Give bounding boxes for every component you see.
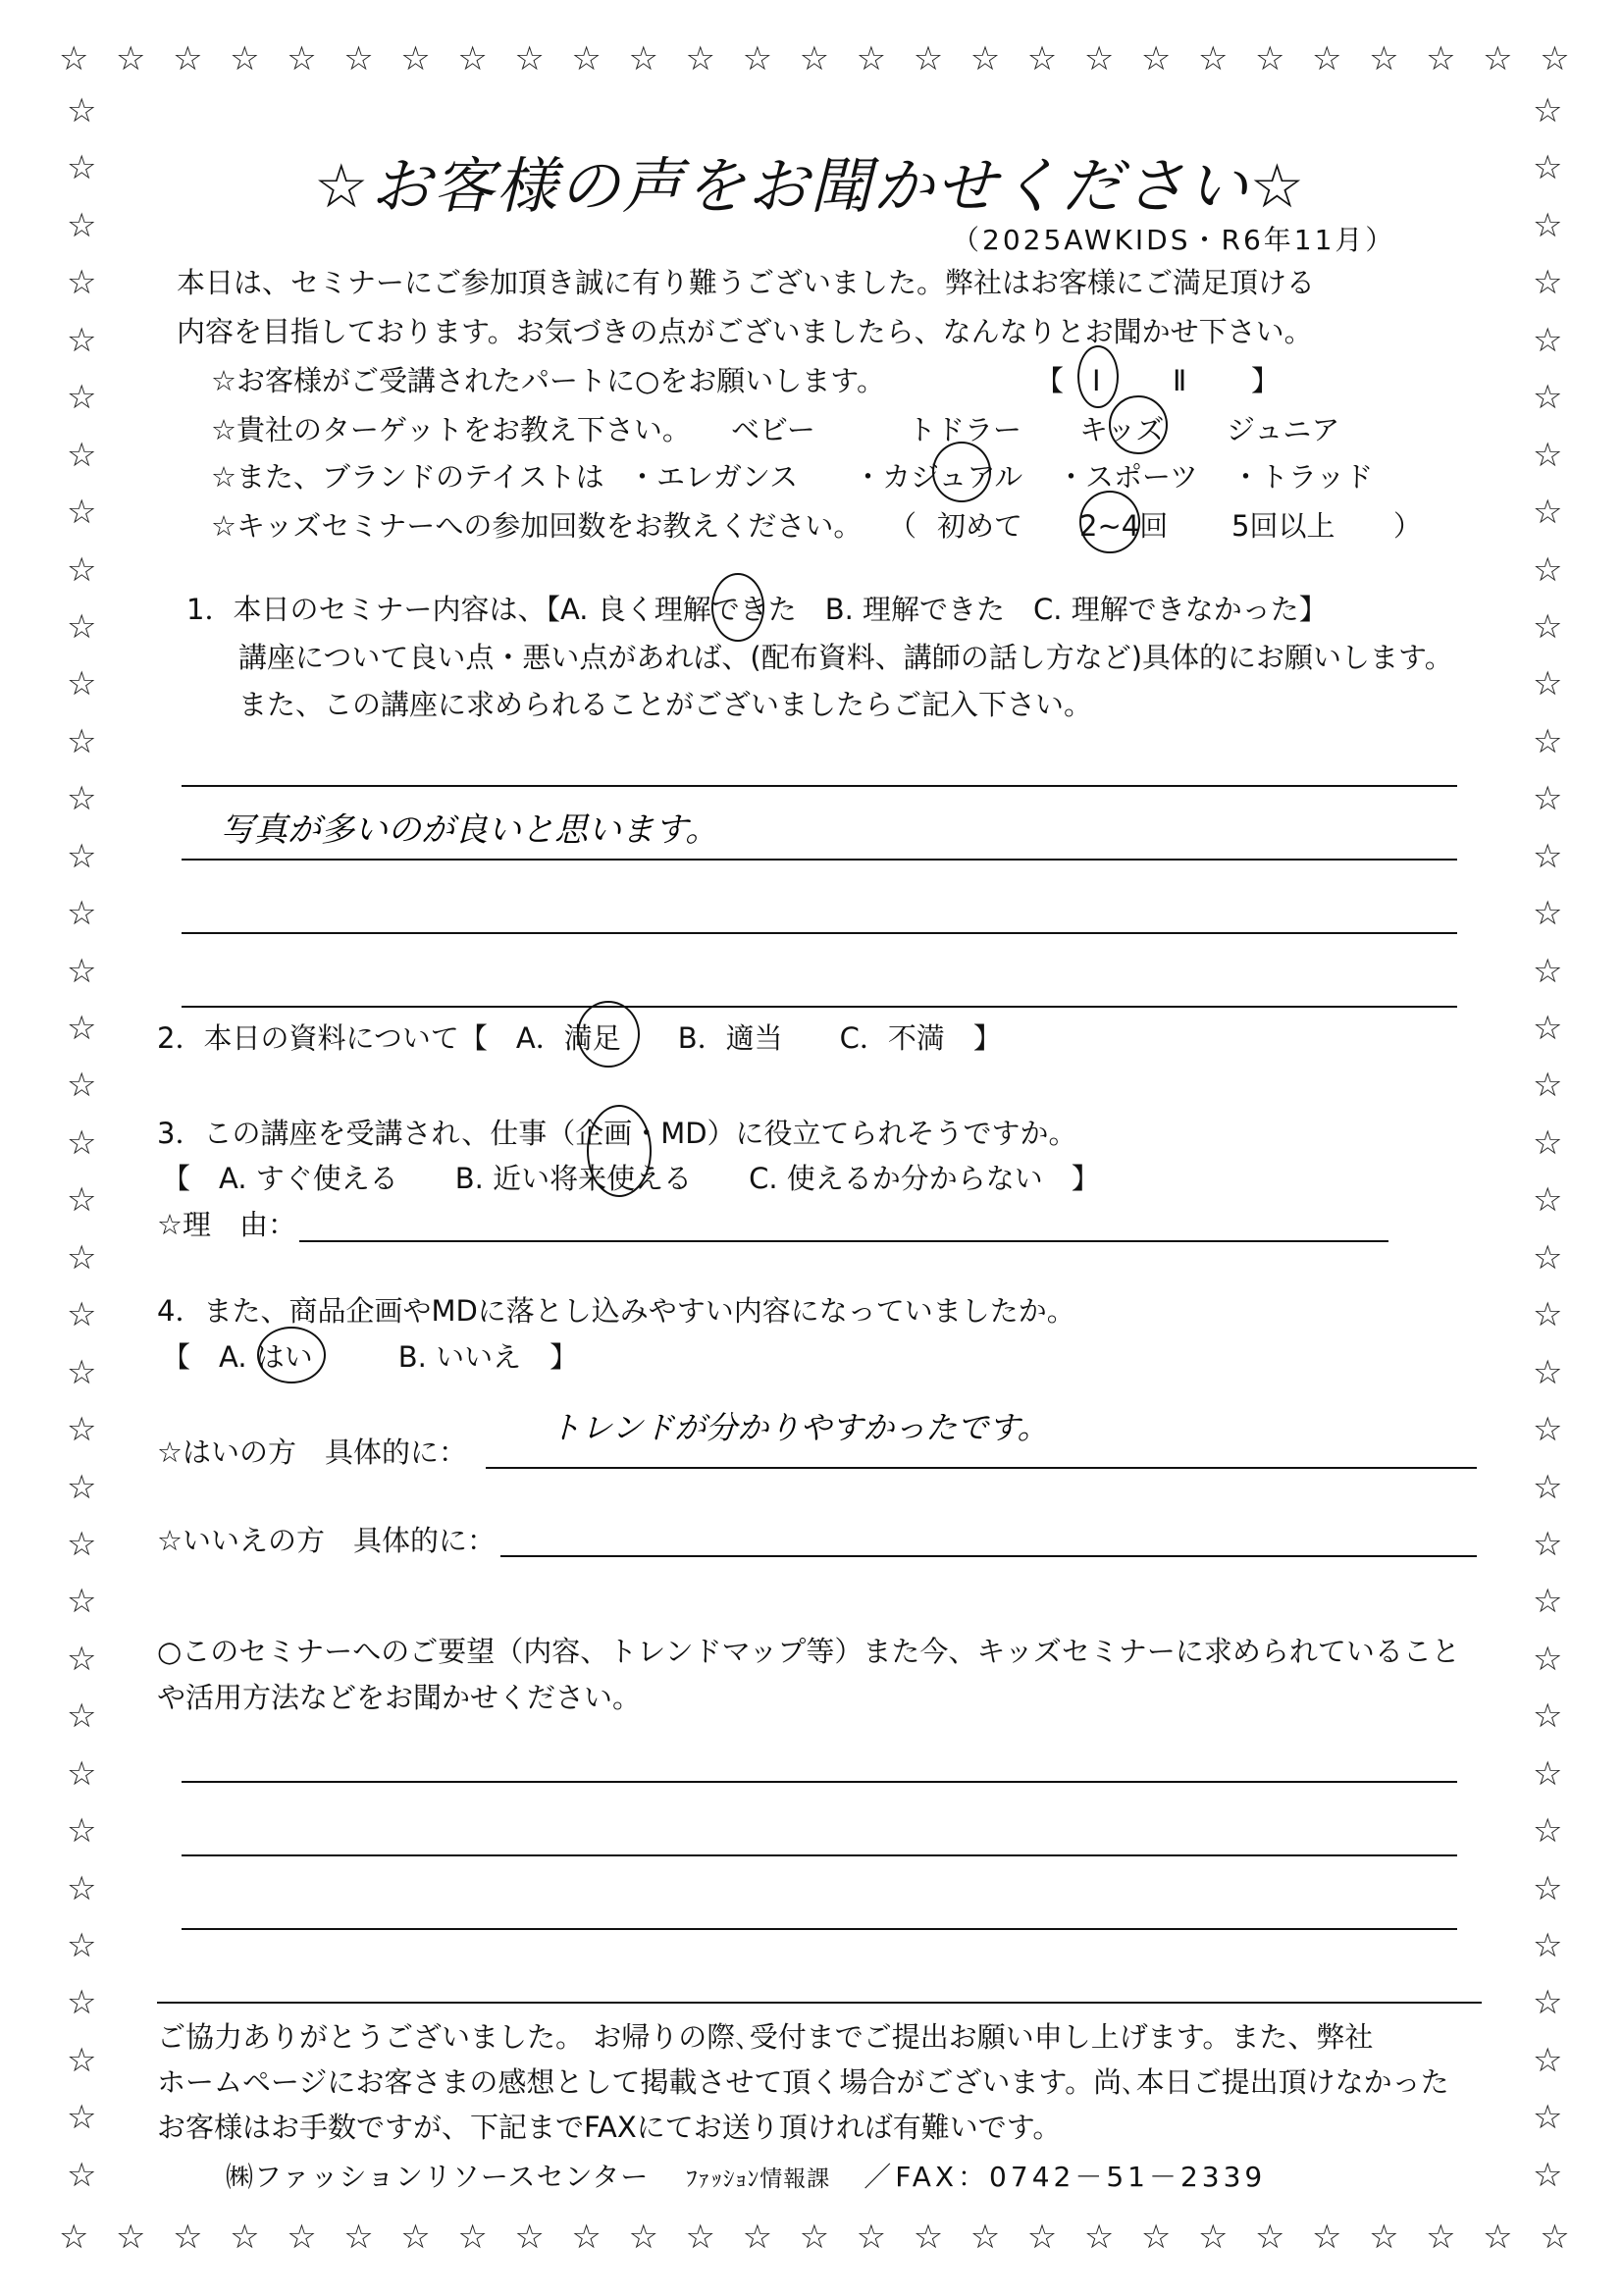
star-icon: ☆ <box>1254 39 1285 78</box>
star-icon: ☆ <box>67 1122 97 1163</box>
star-icon: ☆ <box>67 263 97 303</box>
star-icon: ☆ <box>67 1352 97 1392</box>
star-icon: ☆ <box>457 2218 488 2257</box>
selection-circle <box>711 573 764 642</box>
selection-circle <box>1109 395 1168 454</box>
star-icon: ☆ <box>67 1467 97 1507</box>
count-paren-close: ） <box>1393 509 1423 543</box>
q2-line: 2．本日の資料について【 A．満足 B．適当 C．不満 】 <box>157 1021 1002 1055</box>
star-icon: ☆ <box>67 1524 97 1564</box>
star-icon: ☆ <box>67 664 97 704</box>
star-icon: ☆ <box>116 39 146 78</box>
star-icon: ☆ <box>67 721 97 761</box>
star-icon: ☆ <box>1026 2218 1058 2257</box>
reason-input-line[interactable] <box>299 1240 1388 1242</box>
star-icon: ☆ <box>67 1696 97 1737</box>
q1-line-1: 1．本日のセミナー内容は、【A. 良く理解できた B. 理解できた C. 理解できなかった】 <box>186 593 1328 626</box>
star-icon: ☆ <box>1533 721 1563 761</box>
star-icon: ☆ <box>59 2218 89 2257</box>
star-icon: ☆ <box>457 39 488 78</box>
star-icon: ☆ <box>400 39 431 78</box>
star-icon: ☆ <box>1533 1868 1563 1908</box>
star-border-left <box>67 93 96 2193</box>
answer-line[interactable] <box>182 1928 1457 1930</box>
part-question: ☆お客様がご受講されたパートに○をお願いします。 <box>211 364 885 397</box>
star-icon: ☆ <box>1533 1237 1563 1278</box>
answer-line <box>182 859 1457 861</box>
star-icon: ☆ <box>1533 606 1563 647</box>
star-icon: ☆ <box>1540 2218 1570 2257</box>
star-icon: ☆ <box>1533 378 1563 418</box>
star-icon: ☆ <box>913 39 944 78</box>
selection-circle <box>577 1001 640 1068</box>
star-icon: ☆ <box>1533 320 1563 360</box>
star-icon: ☆ <box>1533 1524 1563 1564</box>
star-icon: ☆ <box>1533 1410 1563 1450</box>
star-icon: ☆ <box>67 779 97 819</box>
selection-circle <box>587 1105 652 1197</box>
star-icon: ☆ <box>514 39 545 78</box>
count-option-5plus[interactable]: 5回以上 <box>1231 509 1335 543</box>
star-icon: ☆ <box>913 2218 944 2257</box>
star-icon: ☆ <box>571 2218 602 2257</box>
star-icon: ☆ <box>67 1753 97 1794</box>
star-icon: ☆ <box>67 1639 97 1679</box>
star-icon: ☆ <box>514 2218 545 2257</box>
star-icon: ☆ <box>1083 2218 1115 2257</box>
star-icon: ☆ <box>1533 2040 1563 2080</box>
star-icon: ☆ <box>67 1009 97 1048</box>
star-icon: ☆ <box>1140 39 1172 78</box>
star-icon: ☆ <box>1533 664 1563 704</box>
star-icon: ☆ <box>628 2218 658 2257</box>
star-icon: ☆ <box>400 2218 431 2257</box>
star-icon: ☆ <box>1533 148 1563 188</box>
star-icon: ☆ <box>1426 2218 1456 2257</box>
star-icon: ☆ <box>67 1926 97 1965</box>
star-icon: ☆ <box>1533 1180 1563 1221</box>
star-icon: ☆ <box>1533 549 1563 590</box>
answer-line <box>182 932 1457 934</box>
star-border-top <box>59 41 1570 77</box>
star-icon: ☆ <box>67 320 97 360</box>
star-icon: ☆ <box>1533 1009 1563 1048</box>
intro-line-1: 本日は、セミナーにご参加頂き誠に有り難うございました。弊社はお客様にご満足頂ける <box>177 266 1316 299</box>
target-option-junior[interactable]: ジュニア <box>1227 413 1340 446</box>
star-icon: ☆ <box>799 2218 830 2257</box>
star-icon: ☆ <box>67 836 97 876</box>
part-bracket-open: 【 <box>1035 364 1065 397</box>
star-icon: ☆ <box>67 1180 97 1221</box>
star-icon: ☆ <box>1083 39 1115 78</box>
intro-line-2: 内容を目指しております。お気づきの点がございましたら、なんなりとお聞かせ下さい。 <box>177 315 1313 348</box>
star-icon: ☆ <box>969 39 1001 78</box>
selection-circle <box>1079 491 1140 553</box>
star-icon: ☆ <box>1533 263 1563 303</box>
star-icon: ☆ <box>969 2218 1001 2257</box>
footer-line-2: ホームページにお客さまの感想として掲載させて頂く場合がございます。尚､本日ご提出頂けなかった <box>157 2065 1449 2099</box>
star-icon: ☆ <box>1533 205 1563 245</box>
star-icon: ☆ <box>67 2098 97 2138</box>
star-icon: ☆ <box>1369 39 1399 78</box>
taste-option-trad[interactable]: ・トラッド <box>1231 460 1374 494</box>
no-input-line[interactable] <box>500 1555 1477 1557</box>
star-icon: ☆ <box>67 148 97 188</box>
star-icon: ☆ <box>67 549 97 590</box>
part-option-1[interactable]: Ⅰ <box>1092 364 1101 397</box>
q1-handwritten-answer[interactable]: 写真が多いのが良いと思います。 <box>221 810 719 850</box>
star-icon: ☆ <box>67 1410 97 1450</box>
q4-handwritten-answer[interactable]: トレンドが分かりやすかったです。 <box>550 1409 1049 1446</box>
star-icon: ☆ <box>67 606 97 647</box>
star-icon: ☆ <box>856 2218 887 2257</box>
star-icon: ☆ <box>67 2040 97 2080</box>
star-icon: ☆ <box>799 39 830 78</box>
target-option-baby[interactable]: ベビー <box>731 413 815 446</box>
star-icon: ☆ <box>67 1295 97 1335</box>
company-name: ㈱ファッションリソースセンター <box>226 2161 650 2193</box>
selection-circle <box>257 1327 326 1383</box>
star-icon: ☆ <box>742 39 773 78</box>
star-icon: ☆ <box>1426 39 1456 78</box>
star-icon: ☆ <box>67 1066 97 1106</box>
star-icon: ☆ <box>287 2218 317 2257</box>
star-icon: ☆ <box>67 378 97 418</box>
part-option-2[interactable]: Ⅱ <box>1173 364 1187 397</box>
star-icon: ☆ <box>1533 1295 1563 1335</box>
star-icon: ☆ <box>173 39 203 78</box>
star-icon: ☆ <box>67 1582 97 1622</box>
star-icon: ☆ <box>1533 1926 1563 1965</box>
star-icon: ☆ <box>1533 1467 1563 1507</box>
count-option-first[interactable]: 初めて <box>937 509 1023 543</box>
star-icon: ☆ <box>67 894 97 934</box>
q4-yes-label: ☆はいの方 具体的に： <box>157 1435 467 1469</box>
taste-question: ☆また、ブランドのテイストは <box>211 460 604 494</box>
target-question: ☆貴社のターゲットをお教え下さい。 <box>211 413 691 446</box>
star-icon: ☆ <box>67 1237 97 1278</box>
star-icon: ☆ <box>287 39 317 78</box>
q4-line-2: 【 A. はい B. いいえ 】 <box>162 1340 579 1374</box>
star-icon: ☆ <box>1533 1983 1563 2023</box>
q3-reason-label: ☆理 由： <box>157 1208 296 1241</box>
contact-info <box>226 2156 1266 2195</box>
q3-line-2: 【 A. すぐ使える B. 近い将来使える C. 使えるか分からない 】 <box>162 1162 1100 1195</box>
star-icon: ☆ <box>1312 2218 1342 2257</box>
star-icon: ☆ <box>59 39 89 78</box>
star-icon: ☆ <box>67 205 97 245</box>
answer-line <box>182 785 1457 787</box>
count-option-2-4[interactable]: 2~4回 <box>1079 509 1169 543</box>
footer-divider <box>157 2002 1482 2004</box>
star-icon: ☆ <box>1533 1753 1563 1794</box>
star-icon: ☆ <box>1533 1696 1563 1737</box>
taste-option-casual[interactable]: ・カジュアル <box>854 460 1023 494</box>
q3-line-1: 3．この講座を受講され、仕事（企画・MD）に役立てられそうですか。 <box>157 1117 1077 1150</box>
answer-line[interactable] <box>182 1854 1457 1856</box>
star-icon: ☆ <box>571 39 602 78</box>
star-icon: ☆ <box>343 2218 374 2257</box>
star-icon: ☆ <box>1533 2098 1563 2138</box>
part-bracket-close: 】 <box>1251 364 1281 397</box>
star-icon: ☆ <box>1140 2218 1172 2257</box>
star-icon: ☆ <box>67 951 97 991</box>
star-icon: ☆ <box>1533 951 1563 991</box>
target-option-kids[interactable]: キッズ <box>1079 413 1165 446</box>
star-icon: ☆ <box>67 435 97 475</box>
star-icon: ☆ <box>67 493 97 533</box>
department-name: ﾌｧｯｼｮﾝ情報課 <box>686 2166 831 2192</box>
star-border-bottom <box>59 2219 1570 2255</box>
star-icon: ☆ <box>67 2155 97 2195</box>
star-border-right <box>1533 93 1562 2193</box>
star-icon: ☆ <box>1369 2218 1399 2257</box>
star-icon: ☆ <box>1197 2218 1229 2257</box>
taste-option-sports[interactable]: ・スポーツ <box>1057 460 1198 494</box>
request-line-2: や活用方法などをお聞かせください。 <box>157 1681 642 1714</box>
footer-line-3: お客様はお手数ですが、下記までFAXにてお送り頂ければ有難いです。 <box>157 2111 1062 2144</box>
star-icon: ☆ <box>685 39 715 78</box>
star-icon: ☆ <box>1533 1122 1563 1163</box>
star-icon: ☆ <box>1312 39 1342 78</box>
star-icon: ☆ <box>230 2218 260 2257</box>
q4-line-1: 4．また、商品企画やMDに落とし込みやすい内容になっていましたか。 <box>157 1294 1075 1328</box>
request-line-1: ○このセミナーへのご要望（内容、トレンドマップ等）また今、キッズセミナーに求められていること <box>157 1635 1460 1668</box>
star-icon: ☆ <box>1533 1066 1563 1106</box>
star-icon: ☆ <box>1533 2155 1563 2195</box>
star-icon: ☆ <box>1540 39 1570 78</box>
star-icon: ☆ <box>343 39 374 78</box>
star-icon: ☆ <box>1533 836 1563 876</box>
count-question: ☆キッズセミナーへの参加回数をお教えください。 <box>211 509 863 543</box>
star-icon: ☆ <box>1533 435 1563 475</box>
fax-number: ／FAX：0742－51－2339 <box>864 2161 1267 2193</box>
star-icon: ☆ <box>67 1868 97 1908</box>
star-icon: ☆ <box>67 1983 97 2023</box>
star-icon: ☆ <box>116 2218 146 2257</box>
star-icon: ☆ <box>1533 1582 1563 1622</box>
q1-line-2: 講座について良い点・悪い点があれば、(配布資料、講師の話し方など)具体的にお願いします。 <box>238 641 1453 674</box>
star-icon: ☆ <box>856 39 887 78</box>
selection-circle <box>932 442 991 502</box>
star-icon: ☆ <box>742 2218 773 2257</box>
star-icon: ☆ <box>1197 39 1229 78</box>
star-icon: ☆ <box>1533 1352 1563 1392</box>
target-option-toddler[interactable]: トドラー <box>908 413 1022 446</box>
star-icon: ☆ <box>230 39 260 78</box>
star-icon: ☆ <box>1254 2218 1285 2257</box>
star-icon: ☆ <box>1533 894 1563 934</box>
answer-line[interactable] <box>182 1781 1457 1783</box>
star-icon: ☆ <box>1533 1811 1563 1852</box>
q1-line-3: また、この講座に求められることがございましたらご記入下さい。 <box>238 688 1093 721</box>
q4-no-label: ☆いいえの方 具体的に： <box>157 1524 496 1557</box>
survey-code: （2025AWKIDS・R6年11月） <box>952 224 1396 256</box>
star-icon: ☆ <box>1533 1639 1563 1679</box>
star-icon: ☆ <box>1533 493 1563 533</box>
star-icon: ☆ <box>1483 39 1513 78</box>
taste-option-elegance[interactable]: ・エレガンス <box>628 460 799 494</box>
answer-line <box>182 1006 1457 1008</box>
star-icon: ☆ <box>685 2218 715 2257</box>
count-paren-open: （ <box>888 509 917 543</box>
star-icon: ☆ <box>1483 2218 1513 2257</box>
footer-line-1: ご協力ありがとうございました。 お帰りの際､受付までご提出お願い申し上げます。また、弊社 <box>157 2020 1374 2054</box>
star-icon: ☆ <box>1533 779 1563 819</box>
selection-circle <box>1077 345 1119 408</box>
page-title: ☆お客様の声をお聞かせください☆ <box>314 150 1307 222</box>
yes-input-line[interactable] <box>486 1467 1477 1469</box>
star-icon: ☆ <box>628 39 658 78</box>
star-icon: ☆ <box>173 2218 203 2257</box>
star-icon: ☆ <box>67 1811 97 1852</box>
star-icon: ☆ <box>1533 91 1563 130</box>
star-icon: ☆ <box>67 91 97 130</box>
star-icon: ☆ <box>1026 39 1058 78</box>
